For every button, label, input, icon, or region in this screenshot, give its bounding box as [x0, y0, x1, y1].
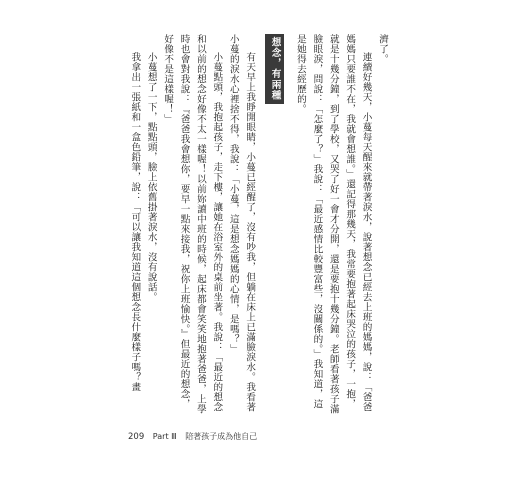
paragraph: 小蔓點頭，我抱起孩子，走下樓，讓她在浴室外的桌前坐著。我說：「最近的想念和以前的想念好像不太一樣喔！以前妳讀中班的時候，起床都會笑笑地抱著爸爸，上學時也會對我說：『爸爸我會想你，要早一點來接我，祝你上班愉快。』但最近的想念，好像不是這樣喔！」	[162, 34, 223, 414]
paragraph-continuation: 濟了。	[377, 34, 388, 64]
paragraph: 連續好幾天，小蔓每天醒來就帶著淚水，說著想念已經去上班的媽媽，說：「爸爸媽媽只要誰不在，我就會想誰。」還記得那幾天，我常要抱著起床哭泣的孩子，一抱，就是十幾分鐘，到了學校，又哭了好一會才分開，還是要抱十幾分鐘。老師看著孩子滿臉眼淚，問說：「怎麼了？」我說：「最近感情比較豐富些，沒關係的。」我知道，這是她得去經歷的。	[294, 34, 372, 414]
section-heading-wrap	[265, 34, 283, 418]
paragraph: 小蔓想了一下，點點頭，臉上依舊掛著淚水，沒有說話。	[145, 52, 157, 303]
vertical-text-body	[128, 34, 390, 418]
page-footer	[128, 431, 257, 442]
paragraph: 有天早上我睜開眼睛，小蔓已經醒了，沒有吵我，但躺在床上已滿臉淚水。我看著小蔓的淚水心裡捨不得，我說：「小蔓，這是想念媽媽的心情，是嗎？」	[227, 34, 256, 413]
paragraph: 我拿出一張紙和一盒色鉛筆，說：「可以讓我知道這個想念長什麼樣子嗎？畫	[129, 52, 141, 393]
section-heading: 想念，有兩種	[265, 34, 283, 104]
section-title: 陪著孩子成為他自己	[185, 432, 258, 441]
page-number: 209	[128, 432, 145, 442]
part-label: Part Ⅲ	[152, 432, 177, 441]
